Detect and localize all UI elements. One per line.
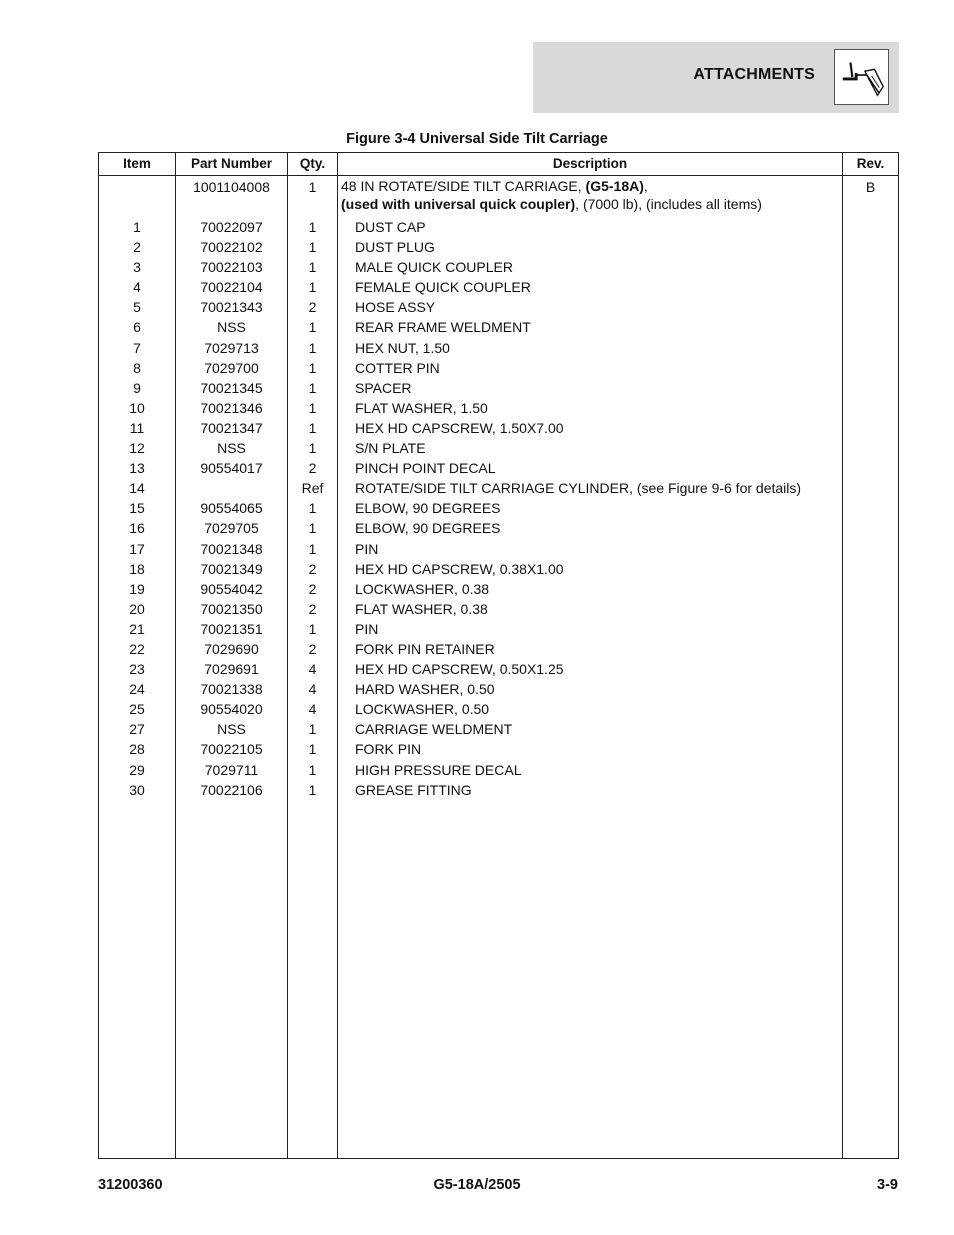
col-header-qty: Qty. bbox=[299, 156, 326, 171]
assembly-details: , (7000 lb), (includes all items) bbox=[575, 196, 762, 212]
quantity: 2 bbox=[308, 299, 317, 316]
col-header-item: Item bbox=[123, 156, 151, 171]
item-number: 19 bbox=[129, 580, 145, 597]
description: HEX HD CAPSCREW, 0.50X1.25 bbox=[355, 661, 564, 678]
item-number: 9 bbox=[133, 379, 141, 396]
part-number: 90554020 bbox=[200, 701, 263, 718]
item-number: 14 bbox=[129, 480, 145, 497]
table-row bbox=[99, 237, 898, 257]
description: CARRIAGE WELDMENT bbox=[355, 721, 513, 738]
footer-model: G5-18A/2505 bbox=[433, 1177, 521, 1193]
quantity: 1 bbox=[308, 741, 317, 758]
description: FEMALE QUICK COUPLER bbox=[355, 279, 531, 296]
description: PINCH POINT DECAL bbox=[355, 460, 496, 477]
part-number: 90554042 bbox=[200, 580, 263, 597]
quantity: 1 bbox=[308, 239, 317, 256]
table-row bbox=[99, 338, 898, 358]
description: FORK PIN RETAINER bbox=[355, 640, 495, 657]
description: GREASE FITTING bbox=[355, 781, 472, 798]
part-number: 70021346 bbox=[200, 399, 263, 416]
table-row bbox=[99, 378, 898, 398]
part-number: 70022104 bbox=[200, 279, 263, 296]
parts-table bbox=[98, 152, 899, 1159]
table-row bbox=[99, 579, 898, 599]
item-number: 10 bbox=[129, 399, 145, 416]
description: LOCKWASHER, 0.38 bbox=[355, 580, 490, 597]
part-number: 90554017 bbox=[200, 460, 263, 477]
part-number: 70021348 bbox=[200, 540, 263, 557]
description: HARD WASHER, 0.50 bbox=[355, 681, 495, 698]
part-number: NSS bbox=[217, 721, 246, 738]
part-number: 70021347 bbox=[200, 419, 263, 436]
item-number: 13 bbox=[129, 460, 145, 477]
part-number: 7029700 bbox=[204, 359, 259, 376]
quantity: 1 bbox=[308, 440, 317, 457]
part-number: 70022105 bbox=[200, 741, 263, 758]
table-row bbox=[99, 478, 898, 498]
item-number: 27 bbox=[129, 721, 145, 738]
description: COTTER PIN bbox=[355, 359, 440, 376]
quantity: 1 bbox=[308, 540, 317, 557]
description: HOSE ASSY bbox=[355, 299, 436, 316]
item-number: 12 bbox=[129, 440, 145, 457]
table-row bbox=[99, 760, 898, 780]
item-number: 16 bbox=[129, 520, 145, 537]
part-number: 70021338 bbox=[200, 681, 263, 698]
part-number: 70021349 bbox=[200, 560, 263, 577]
table-row bbox=[99, 599, 898, 619]
section-header bbox=[533, 42, 899, 113]
table-row bbox=[99, 699, 898, 719]
description: HEX HD CAPSCREW, 0.38X1.00 bbox=[355, 560, 564, 577]
description: FLAT WASHER, 1.50 bbox=[355, 399, 488, 416]
assembly-desc-prefix: 48 IN ROTATE/SIDE TILT CARRIAGE, bbox=[341, 178, 586, 194]
item-number: 4 bbox=[133, 279, 141, 296]
quantity: 2 bbox=[308, 460, 317, 477]
item-number: 1 bbox=[133, 219, 141, 235]
quantity: 1 bbox=[308, 761, 317, 778]
quantity: 1 bbox=[308, 359, 317, 376]
quantity: 1 bbox=[308, 781, 317, 798]
description: MALE QUICK COUPLER bbox=[355, 259, 513, 276]
part-number: 70021350 bbox=[200, 600, 263, 617]
table-row bbox=[99, 719, 898, 739]
section-title: ATTACHMENTS bbox=[693, 66, 815, 83]
quantity: 1 bbox=[308, 520, 317, 537]
assembly-description-line1 bbox=[341, 177, 762, 195]
assembly-desc-suffix: , bbox=[643, 178, 648, 194]
item-number: 6 bbox=[133, 319, 141, 336]
footer-document-number: 31200360 bbox=[98, 1177, 163, 1193]
table-row bbox=[99, 438, 898, 458]
quantity: 2 bbox=[308, 560, 317, 577]
assembly-qty: 1 bbox=[308, 179, 317, 195]
part-number: 70022102 bbox=[200, 239, 263, 256]
item-number: 22 bbox=[129, 640, 145, 657]
description: ROTATE/SIDE TILT CARRIAGE CYLINDER, (see Figure 9-6 for details) bbox=[355, 480, 802, 497]
item-number: 20 bbox=[129, 600, 145, 617]
table-row bbox=[99, 297, 898, 317]
quantity: 1 bbox=[308, 279, 317, 296]
part-number: 7029691 bbox=[204, 661, 259, 678]
table-row bbox=[99, 679, 898, 699]
item-number: 8 bbox=[133, 359, 141, 376]
assembly-part-number: 1001104008 bbox=[193, 179, 270, 195]
table-body bbox=[99, 177, 898, 800]
quantity: 2 bbox=[308, 640, 317, 657]
part-number: 7029711 bbox=[204, 761, 259, 778]
item-number: 11 bbox=[129, 419, 145, 436]
assembly-description bbox=[341, 177, 762, 213]
table-row bbox=[99, 358, 898, 378]
part-number: 7029690 bbox=[204, 640, 259, 657]
quantity: 1 bbox=[308, 259, 317, 276]
quantity: 1 bbox=[308, 379, 317, 396]
item-number: 15 bbox=[129, 500, 145, 517]
item-number: 25 bbox=[129, 701, 145, 718]
table-row bbox=[99, 539, 898, 559]
description: SPACER bbox=[355, 379, 412, 396]
quantity: 1 bbox=[308, 500, 317, 517]
quantity: 4 bbox=[308, 701, 317, 718]
table-row bbox=[99, 518, 898, 538]
item-number: 23 bbox=[129, 661, 145, 678]
quantity: 1 bbox=[308, 721, 317, 738]
description: ELBOW, 90 DEGREES bbox=[355, 500, 501, 517]
attachments-icon bbox=[834, 49, 889, 105]
part-number: NSS bbox=[217, 440, 246, 457]
description: HEX HD CAPSCREW, 1.50X7.00 bbox=[355, 419, 564, 436]
quantity: 4 bbox=[308, 661, 317, 678]
description: FLAT WASHER, 0.38 bbox=[355, 600, 488, 617]
description: REAR FRAME WELDMENT bbox=[355, 319, 531, 336]
part-number: 90554065 bbox=[200, 500, 263, 517]
item-number: 21 bbox=[129, 620, 145, 637]
description: PIN bbox=[355, 540, 379, 557]
description: S/N PLATE bbox=[355, 440, 426, 457]
item-number: 24 bbox=[129, 681, 145, 698]
quantity: 1 bbox=[308, 620, 317, 637]
description: ELBOW, 90 DEGREES bbox=[355, 520, 501, 537]
part-number: NSS bbox=[217, 319, 246, 336]
col-header-rev: Rev. bbox=[856, 156, 885, 171]
description: LOCKWASHER, 0.50 bbox=[355, 701, 490, 718]
footer-page-number: 3-9 bbox=[877, 1177, 898, 1193]
item-number: 29 bbox=[129, 761, 145, 778]
quantity: 4 bbox=[308, 681, 317, 698]
assembly-row bbox=[99, 177, 898, 217]
quantity: 1 bbox=[308, 219, 317, 235]
table-row bbox=[99, 619, 898, 639]
assembly-rev: B bbox=[865, 179, 876, 195]
part-number: 70022106 bbox=[200, 781, 263, 798]
part-number: 70021351 bbox=[200, 620, 263, 637]
description: HIGH PRESSURE DECAL bbox=[355, 761, 522, 778]
col-header-part-number: Part Number bbox=[190, 156, 273, 171]
item-number: 2 bbox=[133, 239, 141, 256]
col-header-description: Description bbox=[552, 156, 628, 171]
part-number: 70021343 bbox=[200, 299, 263, 316]
assembly-model: (G5-18A) bbox=[585, 178, 644, 194]
table-row bbox=[99, 639, 898, 659]
figure-title: Figure 3-4 Universal Side Tilt Carriage bbox=[346, 131, 608, 147]
table-row bbox=[99, 217, 898, 237]
table-row bbox=[99, 659, 898, 679]
table-row bbox=[99, 739, 898, 759]
item-number: 3 bbox=[133, 259, 141, 276]
description: HEX NUT, 1.50 bbox=[355, 339, 450, 356]
quantity: 1 bbox=[308, 419, 317, 436]
table-row bbox=[99, 398, 898, 418]
item-number: 5 bbox=[133, 299, 141, 316]
table-row bbox=[99, 498, 898, 518]
table-row bbox=[99, 277, 898, 297]
table-row bbox=[99, 418, 898, 438]
quantity: 2 bbox=[308, 600, 317, 617]
quantity: 2 bbox=[308, 580, 317, 597]
description: FORK PIN bbox=[355, 741, 422, 758]
quantity: Ref bbox=[301, 480, 324, 497]
quantity: 1 bbox=[308, 319, 317, 336]
table-row bbox=[99, 257, 898, 277]
assembly-description-line2 bbox=[341, 195, 762, 213]
quantity: 1 bbox=[308, 339, 317, 356]
description: PIN bbox=[355, 620, 379, 637]
header-divider bbox=[99, 175, 898, 176]
item-number: 7 bbox=[133, 339, 141, 356]
part-number: 7029705 bbox=[204, 520, 259, 537]
part-number: 70022097 bbox=[200, 219, 263, 235]
part-number: 7029713 bbox=[204, 339, 259, 356]
description: DUST CAP bbox=[355, 219, 426, 235]
item-number: 18 bbox=[129, 560, 145, 577]
table-row bbox=[99, 559, 898, 579]
item-number: 30 bbox=[129, 781, 145, 798]
table-row bbox=[99, 458, 898, 478]
item-number: 17 bbox=[129, 540, 145, 557]
table-row bbox=[99, 780, 898, 800]
assembly-usage: (used with universal quick coupler) bbox=[341, 196, 576, 212]
table-row bbox=[99, 317, 898, 337]
part-number: 70021345 bbox=[200, 379, 263, 396]
item-number: 28 bbox=[129, 741, 145, 758]
part-number: 70022103 bbox=[200, 259, 263, 276]
quantity: 1 bbox=[308, 399, 317, 416]
description: DUST PLUG bbox=[355, 239, 435, 256]
